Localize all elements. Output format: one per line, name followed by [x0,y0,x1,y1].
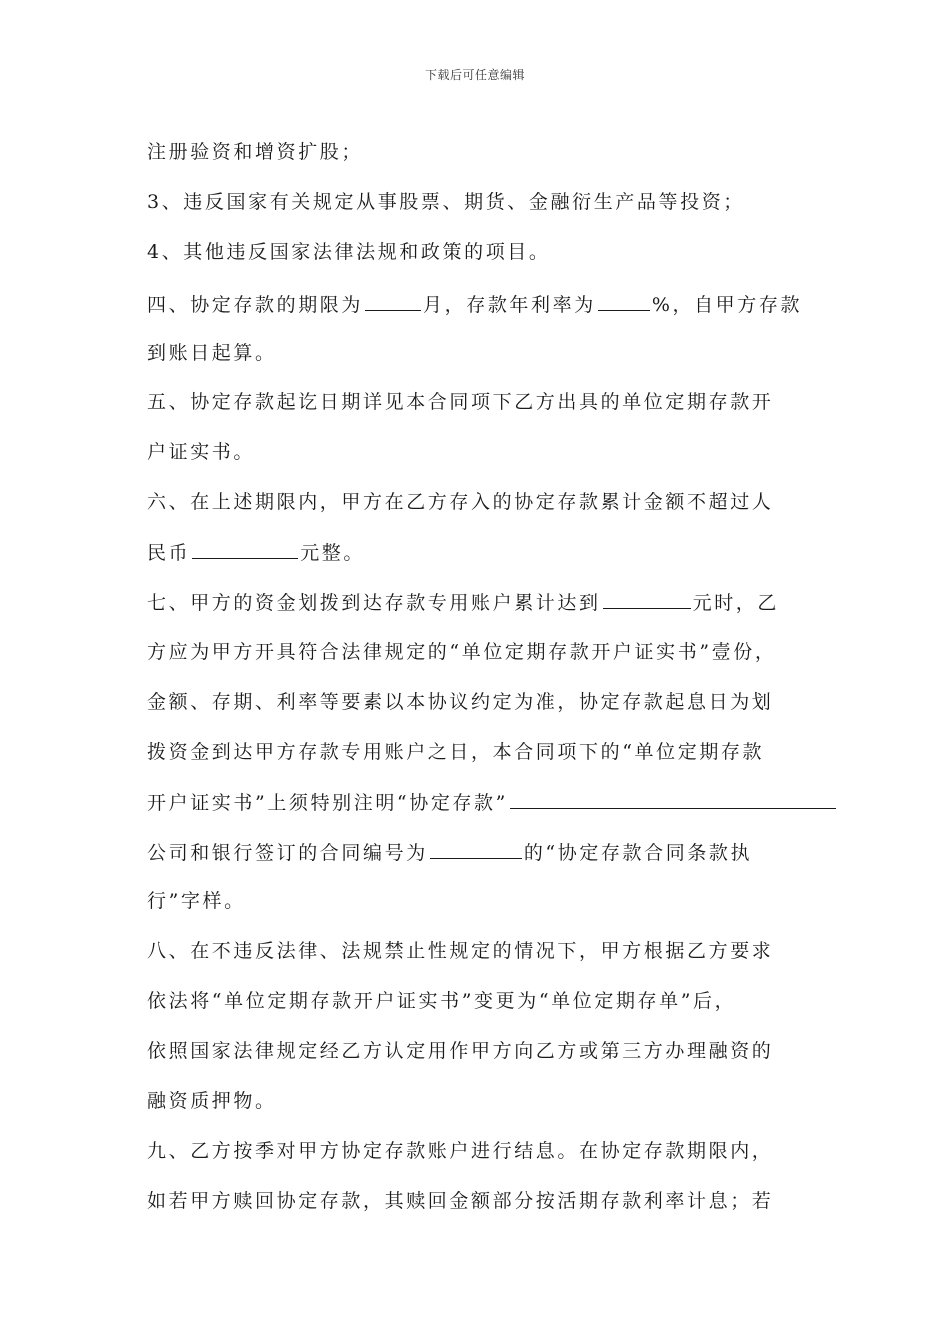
fill-in-blank[interactable] [603,590,691,609]
text-line: 注册验资和增资扩股； [147,141,364,163]
text-segment: 开户证实书”上须特别注明“协定存款” [147,792,508,814]
text-line: 六、在上述期限内，甲方在乙方存入的协定存款累计金额不超过人 [147,491,774,513]
text-line [147,840,752,865]
text-segment: 月，存款年利率为 [423,294,596,316]
text-line: 八、在不违反法律、法规禁止性规定的情况下，甲方根据乙方要求 [147,940,774,962]
text-line: 到账日起算。 [147,342,277,364]
text-line [147,590,779,615]
text-segment: 四、协定存款的期限为 [147,294,364,316]
text-line [147,790,838,815]
text-line: 拨资金到达甲方存款专用账户之日，本合同项下的“单位定期存款 [147,741,765,763]
text-line: 如若甲方赎回协定存款，其赎回金额部分按活期存款利率计息；若 [147,1190,774,1212]
fill-in-blank[interactable] [192,540,298,559]
text-line: 方应为甲方开具符合法律规定的“单位定期存款开户证实书”壹份， [147,641,777,663]
text-line: 行”字样。 [147,890,246,912]
text-segment: %，自甲方存款 [651,294,803,316]
text-segment: 公司和银行签订的合同编号为 [147,842,428,864]
text-line: 依照国家法律规定经乙方认定用作甲方向乙方或第三方办理融资的 [147,1040,774,1062]
text-segment: 元整。 [300,542,366,564]
fill-in-blank[interactable] [430,840,522,859]
text-line: 金额、存期、利率等要素以本协议约定为准，协定存款起息日为划 [147,691,774,713]
text-segment: 元时，乙 [692,592,780,614]
text-line [147,292,802,317]
text-line [147,540,365,565]
fill-in-blank[interactable] [598,292,650,311]
text-line: 五、协定存款起讫日期详见本合同项下乙方出具的单位定期存款开 [147,391,774,413]
text-segment: 的“协定存款合同条款执 [523,842,753,864]
text-segment: 民币 [147,542,191,564]
text-segment: 七、甲方的资金划拨到达存款专用账户累计达到 [147,592,601,614]
fill-in-blank[interactable] [510,790,836,809]
text-line: 3、违反国家有关规定从事股票、期货、金融衍生产品等投资； [147,191,745,213]
text-line: 户证实书。 [147,441,256,463]
text-line: 依法将“单位定期存款开户证实书”变更为“单位定期存单”后， [147,990,737,1012]
fill-in-blank[interactable] [365,292,421,311]
text-line: 九、乙方按季对甲方协定存款账户进行结息。在协定存款期限内， [147,1140,774,1162]
page-header: 下载后可任意编辑 [424,68,525,82]
text-line: 融资质押物。 [147,1090,277,1112]
text-line: 4、其他违反国家法律法规和政策的项目。 [147,241,551,263]
